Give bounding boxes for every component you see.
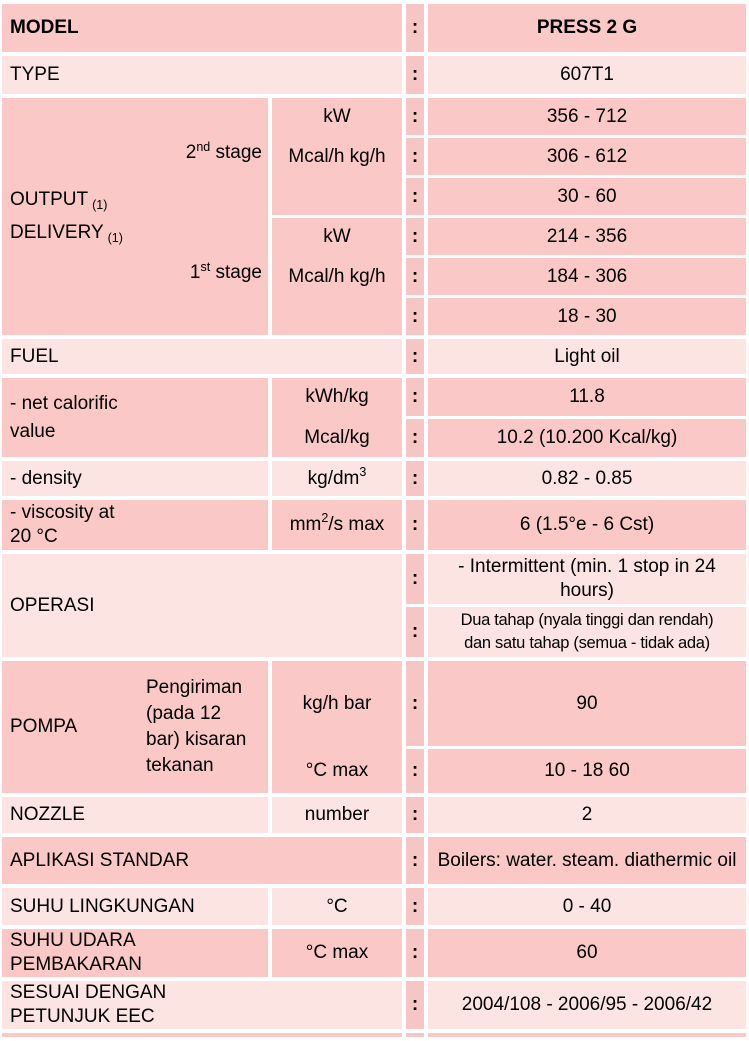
row-suhu-udara (2, 929, 746, 977)
suhu-lingkungan-value: 0 - 40 (428, 888, 746, 925)
row-output-delivery (2, 98, 746, 335)
density-value: 0.82 - 0.85 (428, 461, 746, 496)
value-row (406, 218, 746, 255)
stage1-unit-blank (272, 298, 402, 335)
row-fuel (2, 339, 746, 374)
value-row (406, 178, 746, 215)
pompa-units (272, 661, 402, 793)
density-label: - density (2, 461, 268, 496)
output-label-line2: DELIVERY (10, 221, 104, 243)
stage2-unit-mcal: Mcal/h kg/h (288, 145, 386, 167)
calorific-unit-mcal: Mcal/kg (304, 427, 370, 448)
suhu-udara-colon: : (406, 929, 424, 977)
value-row (406, 298, 746, 335)
suhu-lingkungan-label: SUHU LINGKUNGAN (2, 888, 268, 925)
aplikasi-colon: : (406, 837, 424, 884)
row-sesuai (2, 981, 746, 1029)
pompa-sublabel: Pengiriman (pada 12 bar) kisaran tekanan (146, 677, 247, 776)
type-label: TYPE (2, 56, 402, 94)
stage1-mcal-value: 184 - 306 (428, 258, 746, 295)
aplikasi-label: APLIKASI STANDAR (2, 837, 402, 884)
density-unit: kg/dm $^3$ (272, 461, 402, 496)
nozzle-unit: number (272, 797, 402, 833)
row-viscosity (2, 500, 746, 550)
sesuai-colon: : (406, 981, 424, 1029)
pompa-value-2: 10 - 18 60 (428, 749, 746, 793)
pompa-value-1: 90 (428, 661, 746, 746)
calorific-units-column (272, 378, 402, 457)
calorific-mcal-value: 10.2 (10.200 Kcal/kg) (428, 419, 746, 457)
stage1-unit-mcal: Mcal/h kg/h (288, 265, 386, 287)
operasi-value-1: - Intermittent (min. 1 stop in 24 hours) (428, 554, 746, 604)
value-row (406, 607, 746, 657)
calorific-label-line2: value (10, 420, 56, 442)
row-nozzle (2, 797, 746, 833)
calorific-values-column (406, 378, 746, 457)
colon-cell: : (406, 607, 424, 657)
calorific-label (2, 378, 268, 457)
viscosity-unit: mm $^2$ /s max (272, 500, 402, 550)
pompa-unit-kghbar: kg/h bar (302, 692, 372, 714)
partial-next-row (2, 1033, 746, 1037)
pompa-label-cell (2, 661, 268, 793)
nozzle-colon: : (406, 797, 424, 833)
suhu-udara-label-line2: PEMBAKARAN (10, 954, 142, 975)
nozzle-value: 2 (428, 797, 746, 833)
suhu-lingkungan-unit: °C (272, 888, 402, 925)
pompa-units-column (272, 661, 402, 793)
colon-cell: : (406, 749, 424, 793)
colon-cell: : (406, 98, 424, 135)
colon-cell: : (406, 298, 424, 335)
stage2-unit-kw: kW (323, 105, 351, 127)
colon-cell: : (406, 554, 424, 604)
model-label: MODEL (2, 4, 402, 52)
viscosity-label (2, 500, 268, 550)
stage2-label: 2nd stage (185, 140, 262, 163)
viscosity-label-line1: - viscosity at (10, 502, 115, 523)
output-label (10, 184, 123, 250)
stage1-kgh-value: 18 - 30 (428, 298, 746, 335)
value-row (406, 378, 746, 416)
value-row (406, 138, 746, 175)
model-value: PRESS 2 G (428, 4, 746, 52)
pompa-values-column (406, 661, 746, 793)
sesuai-label-line2: PETUNJUK EEC (10, 1006, 155, 1027)
row-pompa (2, 661, 746, 793)
suhu-udara-label-line1: SUHU UDARA (10, 930, 136, 951)
value-row (406, 419, 746, 457)
suhu-udara-unit: °C max (272, 929, 402, 977)
viscosity-colon: : (406, 500, 424, 550)
row-suhu-lingkungan (2, 888, 746, 925)
row-density (2, 461, 746, 496)
density-colon: : (406, 461, 424, 496)
output-values-column (406, 98, 746, 335)
calorific-unit-kwh: kWh/kg (305, 386, 369, 407)
value-row (406, 749, 746, 793)
operasi-values-column (406, 554, 746, 657)
operasi-value-2-line1: Dua tahap (nyala tinggi dan rendah) (460, 611, 714, 629)
fuel-label: FUEL (2, 339, 402, 374)
suhu-lingkungan-colon: : (406, 888, 424, 925)
stage2-kgh-value: 30 - 60 (428, 178, 746, 215)
suhu-udara-label (2, 929, 268, 977)
value-row (406, 98, 746, 135)
viscosity-value: 6 (1.5°e - 6 Cst) (428, 500, 746, 550)
operasi-value-2 (428, 607, 746, 657)
colon-cell: : (406, 218, 424, 255)
output-label-line1: OUTPUT (10, 188, 89, 210)
colon-cell: : (406, 378, 424, 416)
colon-cell: : (406, 138, 424, 175)
delivery-footnote-1: (1) (107, 230, 123, 245)
row-type (2, 56, 746, 94)
partial-value-cell (428, 1033, 746, 1037)
stage1-units (272, 218, 402, 335)
output-label-cell (2, 98, 268, 335)
stage2-unit-blank (272, 178, 402, 215)
partial-label-cell (2, 1033, 402, 1037)
nozzle-label: NOZZLE (2, 797, 268, 833)
aplikasi-value: Boilers: water. steam. diathermic oil (428, 837, 746, 884)
row-operasi (2, 554, 746, 657)
stage1-unit-kw: kW (323, 225, 351, 247)
colon-cell: : (406, 661, 424, 746)
value-row (406, 554, 746, 604)
type-colon: : (406, 56, 424, 94)
calorific-label-line1: - net calorific (10, 392, 118, 414)
row-model (2, 4, 746, 52)
sesuai-label (2, 981, 402, 1029)
stage1-label: 1st stage (189, 260, 262, 283)
calorific-kwh-value: 11.8 (428, 378, 746, 416)
fuel-value: Light oil (428, 339, 746, 374)
stage1-kw-value: 214 - 356 (428, 218, 746, 255)
fuel-colon: : (406, 339, 424, 374)
model-colon: : (406, 4, 424, 52)
stage2-units (272, 98, 402, 215)
value-row (406, 661, 746, 746)
calorific-units (272, 378, 402, 457)
pompa-unit-cmax: °C max (305, 760, 369, 781)
type-value: 607T1 (428, 56, 746, 94)
output-footnote-1: (1) (92, 197, 108, 212)
stage2-kw-value: 356 - 712 (428, 98, 746, 135)
stage2-mcal-value: 306 - 612 (428, 138, 746, 175)
viscosity-label-line2: 20 °C (10, 526, 58, 547)
sesuai-value: 2004/108 - 2006/95 - 2006/42 (428, 981, 746, 1029)
colon-cell: : (406, 419, 424, 457)
pompa-label: POMPA (10, 716, 78, 737)
row-aplikasi (2, 837, 746, 884)
operasi-value-2-line2: dan satu tahap (semua - tidak ada) (464, 634, 710, 652)
suhu-udara-value: 60 (428, 929, 746, 977)
value-row (406, 258, 746, 295)
sesuai-label-line1: SESUAI DENGAN (10, 982, 167, 1003)
colon-cell: : (406, 258, 424, 295)
partial-colon-cell (406, 1033, 424, 1037)
row-net-calorific (2, 378, 746, 457)
operasi-label: OPERASI (2, 554, 402, 657)
output-units-column (272, 98, 402, 335)
colon-cell: : (406, 178, 424, 215)
